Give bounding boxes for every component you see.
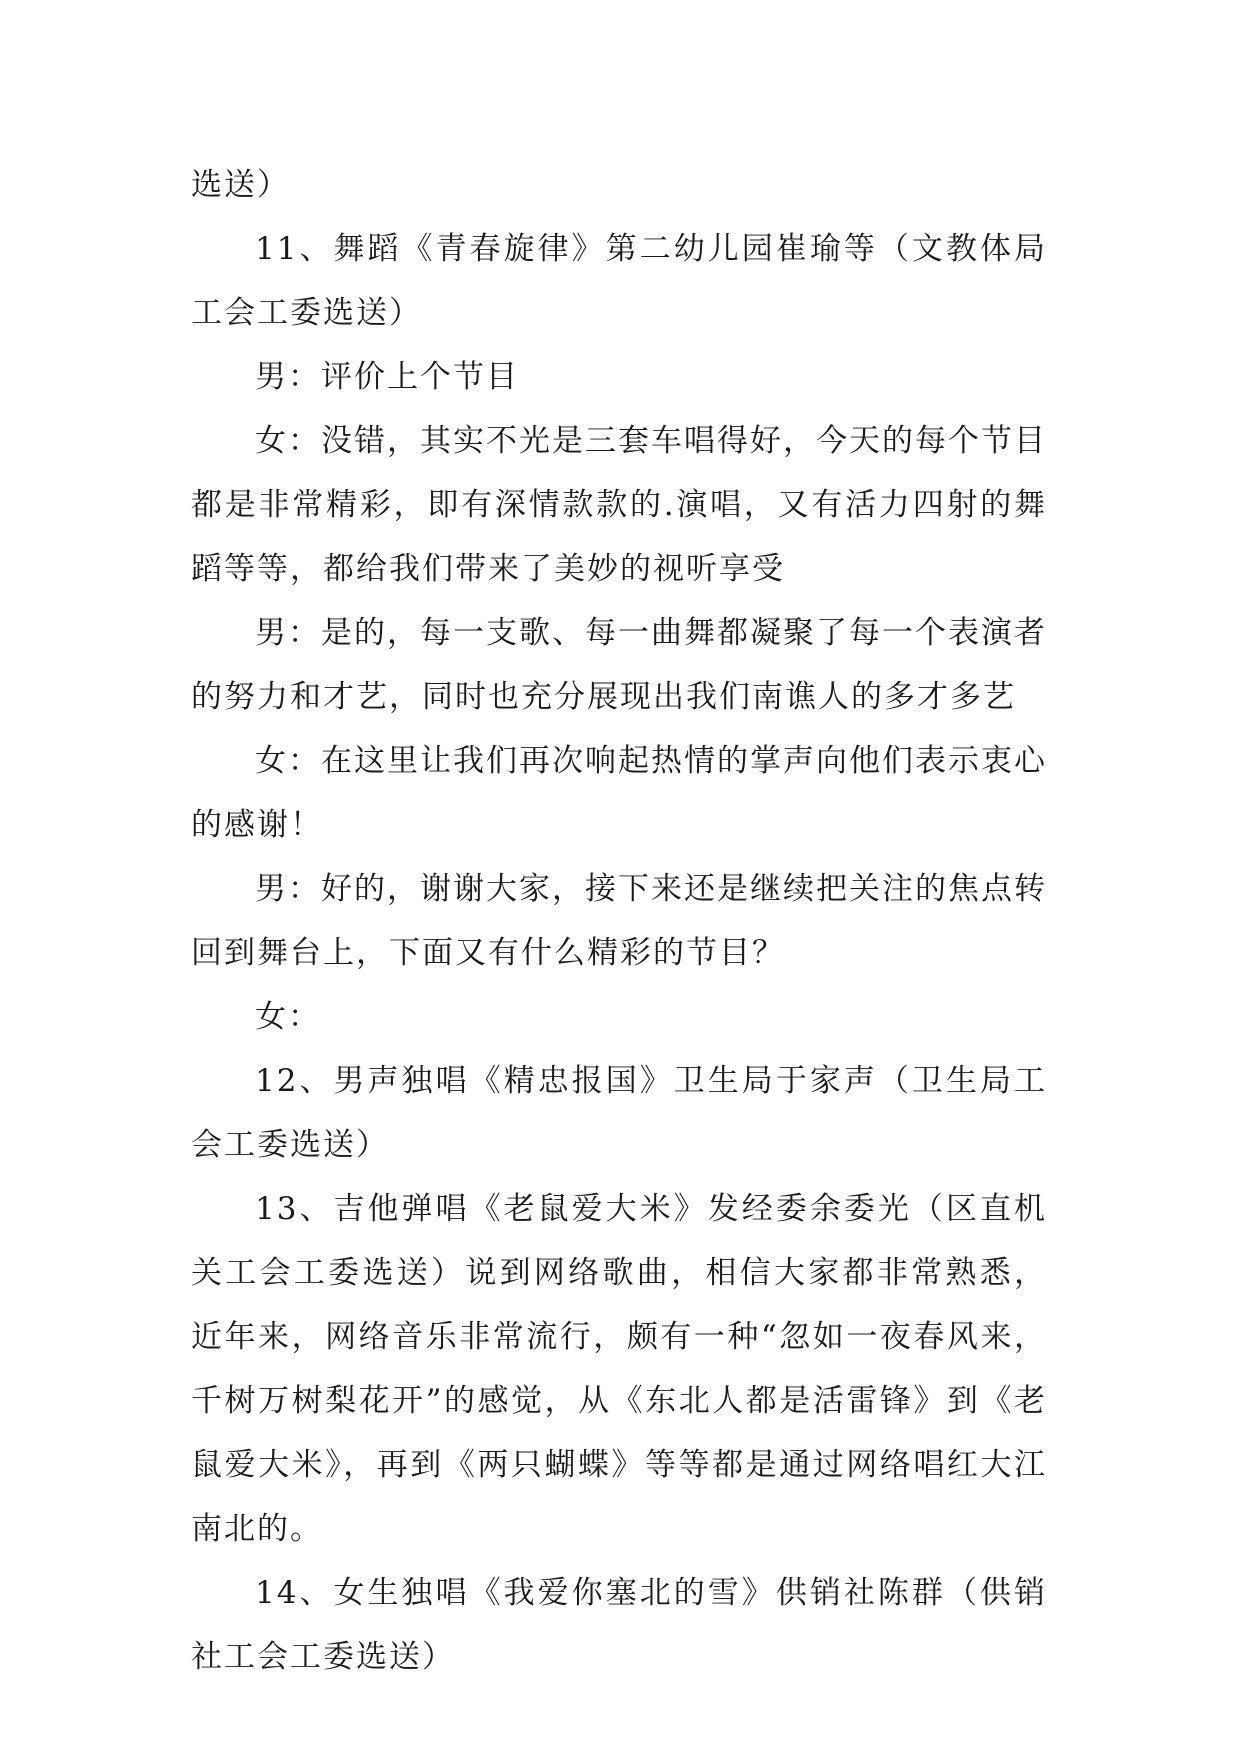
paragraph: 男：是的，每一支歌、每一曲舞都凝聚了每一个表演者的努力和才艺，同时也充分展现出我们南谯人的多才多艺 (191, 615, 1047, 715)
paragraph: 11、舞蹈《青春旋律》第二幼儿园崔瑜等（文教体局工会工委选送） (191, 231, 1047, 331)
paragraph: 12、男声独唱《精忠报国》卫生局于家声（卫生局工会工委选送） (191, 1063, 1047, 1163)
paragraph: 男：评价上个节目 (255, 359, 519, 395)
paragraph: 男：好的，谢谢大家，接下来还是继续把关注的焦点转回到舞台上，下面又有什么精彩的节目？ (191, 871, 1047, 971)
paragraph: 女：没错，其实不光是三套车唱得好，今天的每个节目都是非常精彩，即有深情款款的.演唱，又有活力四射的舞蹈等等，都给我们带来了美妙的视听享受 (191, 423, 1047, 587)
paragraph: 选送） (191, 167, 290, 203)
paragraph: 女：在这里让我们再次响起热情的掌声向他们表示衷心的感谢！ (191, 743, 1047, 843)
paragraph: 13、吉他弹唱《老鼠爱大米》发经委余委光（区直机关工会工委选送）说到网络歌曲，相信大家都非常熟悉，近年来，网络音乐非常流行，颇有一种“忽如一夜春风来，千树万树梨花开”的感觉，从《东北人都是活雷锋》到《老鼠爱大米》，再到《两只蝴蝶》等等都是通过网络唱红大江南北的。 (191, 1191, 1047, 1547)
document-body (191, 153, 1047, 1689)
paragraph: 14、女生独唱《我爱你塞北的雪》供销社陈群（供销社工会工委选送） (191, 1575, 1047, 1675)
paragraph: 女： (255, 999, 321, 1035)
